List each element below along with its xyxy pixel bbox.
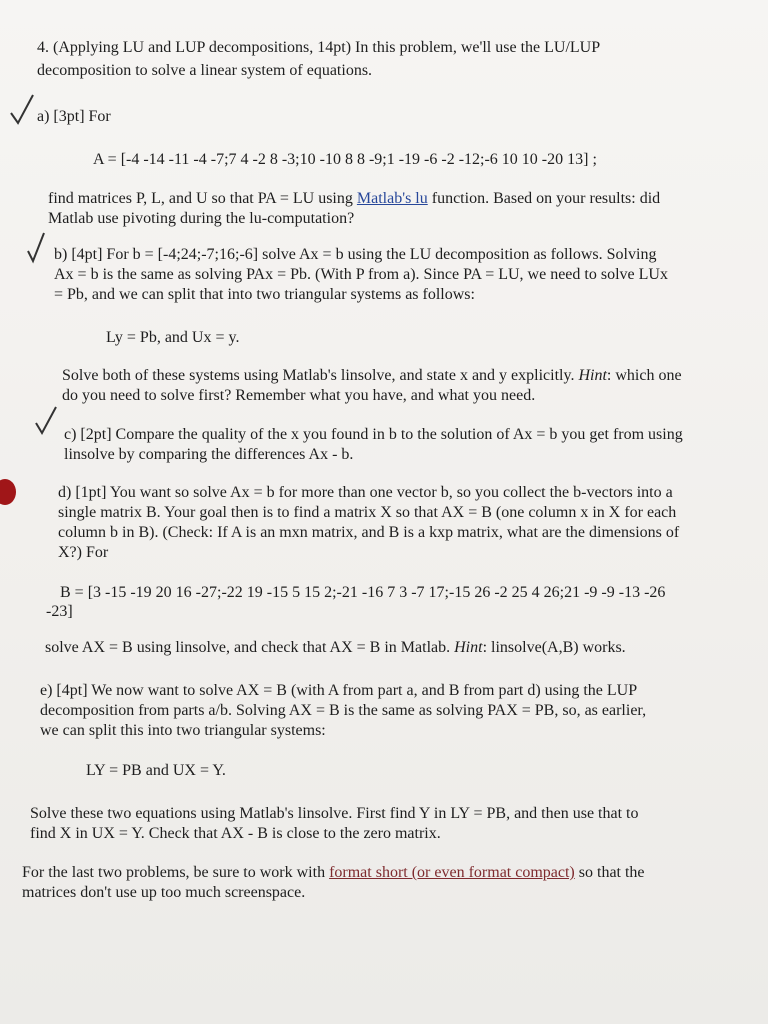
part-a-text-line1 — [48, 189, 660, 208]
part-e-equation: LY = PB and UX = Y. — [86, 762, 226, 779]
footer-line2: matrices don't use up too much screenspace. — [22, 884, 306, 901]
part-b-solve-line2: do you need to solve first? Remember what you have, and what you need. — [62, 387, 536, 404]
check-mark-icon — [34, 405, 60, 437]
footer-text-post: so that the — [574, 864, 645, 881]
footer-text-pre: For the last two problems, be sure to work with — [22, 864, 330, 881]
part-a-text-post: function. Based on your results: did — [427, 190, 661, 207]
part-a-label: a) [3pt] For — [37, 108, 111, 125]
part-d-line1: d) [1pt] You want so solve Ax = b for more than one vector b, so you collect the b-vectors into a — [58, 484, 673, 501]
hint-label: Hint — [454, 639, 483, 656]
part-d-solve — [45, 638, 626, 657]
part-d-line2: single matrix B. Your goal then is to find a matrix X so that AX = B (one column x in X for each — [58, 504, 677, 521]
part-b-solve-post: : which one — [606, 367, 682, 384]
check-mark-icon — [8, 93, 38, 129]
part-e-solve-line1: Solve these two equations using Matlab's linsolve. First find Y in LY = PB, and then use that to — [30, 805, 639, 822]
red-marker-dot — [0, 479, 16, 505]
part-b-solve-line1 — [62, 366, 682, 385]
part-d-line4: X?) For — [58, 544, 109, 561]
problem-heading-line2: decomposition to solve a linear system of equations. — [37, 62, 373, 79]
part-c-line2: linsolve by comparing the differences Ax - b. — [64, 446, 354, 463]
part-a-text-pre: find matrices P, L, and U so that PA = LU using — [48, 190, 357, 207]
part-d-matrix-line1: B = [3 -15 -19 20 16 -27;-22 19 -15 5 15 2;-21 -16 7 3 -7 17;-15 26 -2 25 4 26;21 -9 -9 -13 -26 — [60, 584, 666, 601]
format-short-link[interactable]: format short (or even format compact) — [329, 864, 575, 881]
part-b-line1: b) [4pt] For b = [-4;24;-7;16;-6] solve Ax = b using the LU decomposition as follows. Solving — [54, 246, 657, 263]
part-e-line1: e) [4pt] We now want to solve AX = B (with A from part a, and B from part d) using the LUP — [40, 682, 638, 699]
part-c-line1: c) [2pt] Compare the quality of the x you found in b to the solution of Ax = b you get from using — [64, 426, 683, 443]
part-b-line3: = Pb, and we can split that into two triangular systems as follows: — [54, 286, 475, 303]
part-d-solve-pre: solve AX = B using linsolve, and check that AX = B in Matlab. — [45, 639, 455, 656]
part-b-line2: Ax = b is the same as solving PAx = Pb. (With P from a). Since PA = LU, we need to solve LUx — [54, 266, 668, 283]
part-e-solve-line2: find X in UX = Y. Check that AX - B is close to the zero matrix. — [30, 825, 441, 842]
matlab-lu-link[interactable]: Matlab's lu — [356, 190, 428, 207]
part-a-matrix: A = [-4 -14 -11 -4 -7;7 4 -2 8 -3;10 -10 8 8 -9;1 -19 -6 -2 -12;-6 10 10 -20 13] ; — [93, 151, 597, 168]
problem-heading-line1: 4. (Applying LU and LUP decompositions, 14pt) In this problem, we'll use the LU/LUP — [37, 39, 601, 56]
part-d-matrix-line2: -23] — [46, 603, 73, 620]
part-e-line2: decomposition from parts a/b. Solving AX = B is the same as solving PAX = PB, so, as earlier, — [40, 702, 647, 719]
part-d-solve-post: : linsolve(A,B) works. — [482, 639, 626, 656]
hint-label: Hint — [578, 367, 607, 384]
part-e-line3: we can split this into two triangular systems: — [40, 722, 326, 739]
part-d-line3: column b in B). (Check: If A is an mxn matrix, and B is a kxp matrix, what are the dimensions of — [58, 524, 680, 541]
check-mark-icon — [26, 231, 50, 265]
part-b-solve-pre: Solve both of these systems using Matlab's linsolve, and state x and y explicitly. — [62, 367, 579, 384]
footer-line1 — [22, 863, 645, 882]
part-b-equation: Ly = Pb, and Ux = y. — [106, 329, 240, 346]
part-a-text-line2: Matlab use pivoting during the lu-computation? — [48, 210, 355, 227]
